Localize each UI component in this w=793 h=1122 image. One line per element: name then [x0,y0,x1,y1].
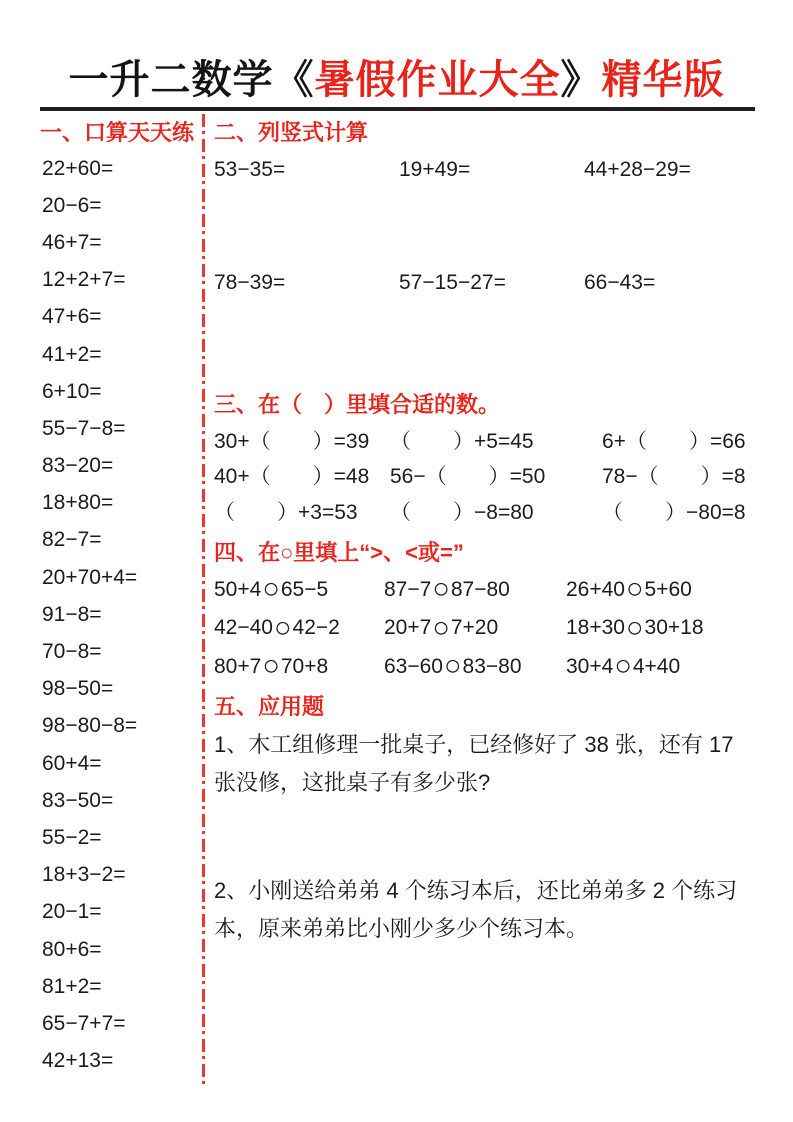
math-problem: 87−7 ○ 87−80 [384,573,510,606]
math-problem: 55−2= [42,825,102,849]
comparison-circle: ○ [432,573,450,606]
comparison-circle: ○ [432,611,450,644]
title-divider-rule [40,107,755,111]
math-problem: 70−8= [42,640,102,664]
section-header-oral: 一、口算天天练 [40,119,195,145]
math-problem: 65−7+7= [42,1011,126,1035]
vertical-calc-rows [214,150,763,376]
problem-row [214,493,763,529]
problem-row [214,648,763,687]
oral-problem-list [40,150,202,1080]
math-problem: 41+2= [42,342,102,366]
section-header-compare: 四、在○里填上“>、<或=” [214,540,464,565]
math-problem: 1、木工组修理一批桌子，已经修好了 38 张，还有 17 张没修，这批桌子有多少张? [214,732,734,795]
math-problem: 91−8= [42,602,102,626]
math-problem: 6+（ ）=66 [602,429,746,453]
math-problem: 42+13= [42,1049,114,1073]
section-header-vertical-calc: 二、列竖式计算 [214,119,369,145]
page-title [0,0,793,105]
comparison-circle: ○ [625,611,644,644]
title-text-black-open: 一升二数学《 [68,58,315,102]
math-problem: 20−1= [42,900,102,924]
comparison-circle: ○ [625,573,644,606]
math-problem: 78−39= [214,271,286,294]
math-problem: 47+6= [42,305,102,329]
title-edition: 精华版 [601,58,725,102]
section-header-fill-blanks: 三、在（ ）里填合适的数。 [214,391,501,417]
math-problem: （ ）−80=8 [602,500,746,524]
worksheet-body [40,112,763,1087]
math-problem: 78−（ ）=8 [602,465,746,489]
math-problem: 56−（ ）=50 [390,465,546,489]
math-problem: 44+28−29= [584,158,691,181]
math-problem: 55−7−8= [42,416,126,440]
problem-row [214,422,763,458]
problem-row [214,263,763,376]
math-problem: 63−60 ○ 83−80 [384,650,522,683]
math-problem: 18+30 ○ 30+18 [566,611,704,644]
fill-blanks-rows [214,422,763,529]
word-problem-list [214,726,763,948]
math-problem: 98−50= [42,677,114,701]
math-problem: 42−40 ○ 42−2 [214,611,340,644]
math-problem: 60+4= [42,751,102,775]
math-problem: 26+40 ○ 5+60 [566,573,692,606]
math-problem: 40+（ ）=48 [214,465,370,489]
math-problem: 83−20= [42,454,114,478]
title-text-black-close: 》 [560,58,602,102]
math-problem: （ ）−8=80 [390,500,534,524]
math-problem: 20+7 ○ 7+20 [384,611,499,644]
title-book-name: 暑假作业大全 [314,58,561,102]
math-problem: 50+4 ○ 65−5 [214,573,329,606]
problem-row [214,609,763,648]
section-header-word-problems: 五、应用题 [214,693,325,719]
math-problem: 30+（ ）=39 [214,429,370,453]
math-problem: 80+7 ○ 70+8 [214,650,329,683]
comparison-circle: ○ [443,650,462,683]
math-problem: 20+70+4= [42,565,138,589]
math-problem: 19+49= [399,158,471,181]
math-problem: 20−6= [42,193,102,217]
math-problem: 57−15−27= [399,271,506,294]
math-problem: 81+2= [42,974,102,998]
problem-row [214,458,763,494]
problem-row [214,571,763,610]
comparison-circle: ○ [273,611,292,644]
math-problem: 82−7= [42,528,102,552]
comparison-circle: ○ [262,650,280,683]
math-problem: 46+7= [42,230,102,254]
math-problem: 66−43= [584,271,656,294]
math-problem: 18+80= [42,491,114,515]
math-problem: 2、小刚送给弟弟 4 个练习本后，还比弟弟多 2 个练习本，原来弟弟比小刚少多少个练习本。 [214,878,738,941]
math-problem: 30+4 ○ 4+40 [566,650,681,683]
section-oral-practice [40,112,202,1080]
math-problem: 12+2+7= [42,268,126,292]
problem-row [214,150,763,263]
math-problem: 6+10= [42,379,102,403]
math-problem: （ ）+5=45 [390,429,534,453]
comparison-circle: ○ [262,573,280,606]
math-problem: 53−35= [214,158,286,181]
comparison-circle: ○ [614,650,632,683]
math-problem: （ ）+3=53 [214,500,358,524]
right-column [205,112,763,948]
math-problem: 98−80−8= [42,714,138,738]
math-problem: 22+60= [42,156,114,180]
math-problem: 18+3−2= [42,863,126,887]
math-problem: 83−50= [42,788,114,812]
compare-rows [214,571,763,687]
math-problem: 80+6= [42,937,102,961]
